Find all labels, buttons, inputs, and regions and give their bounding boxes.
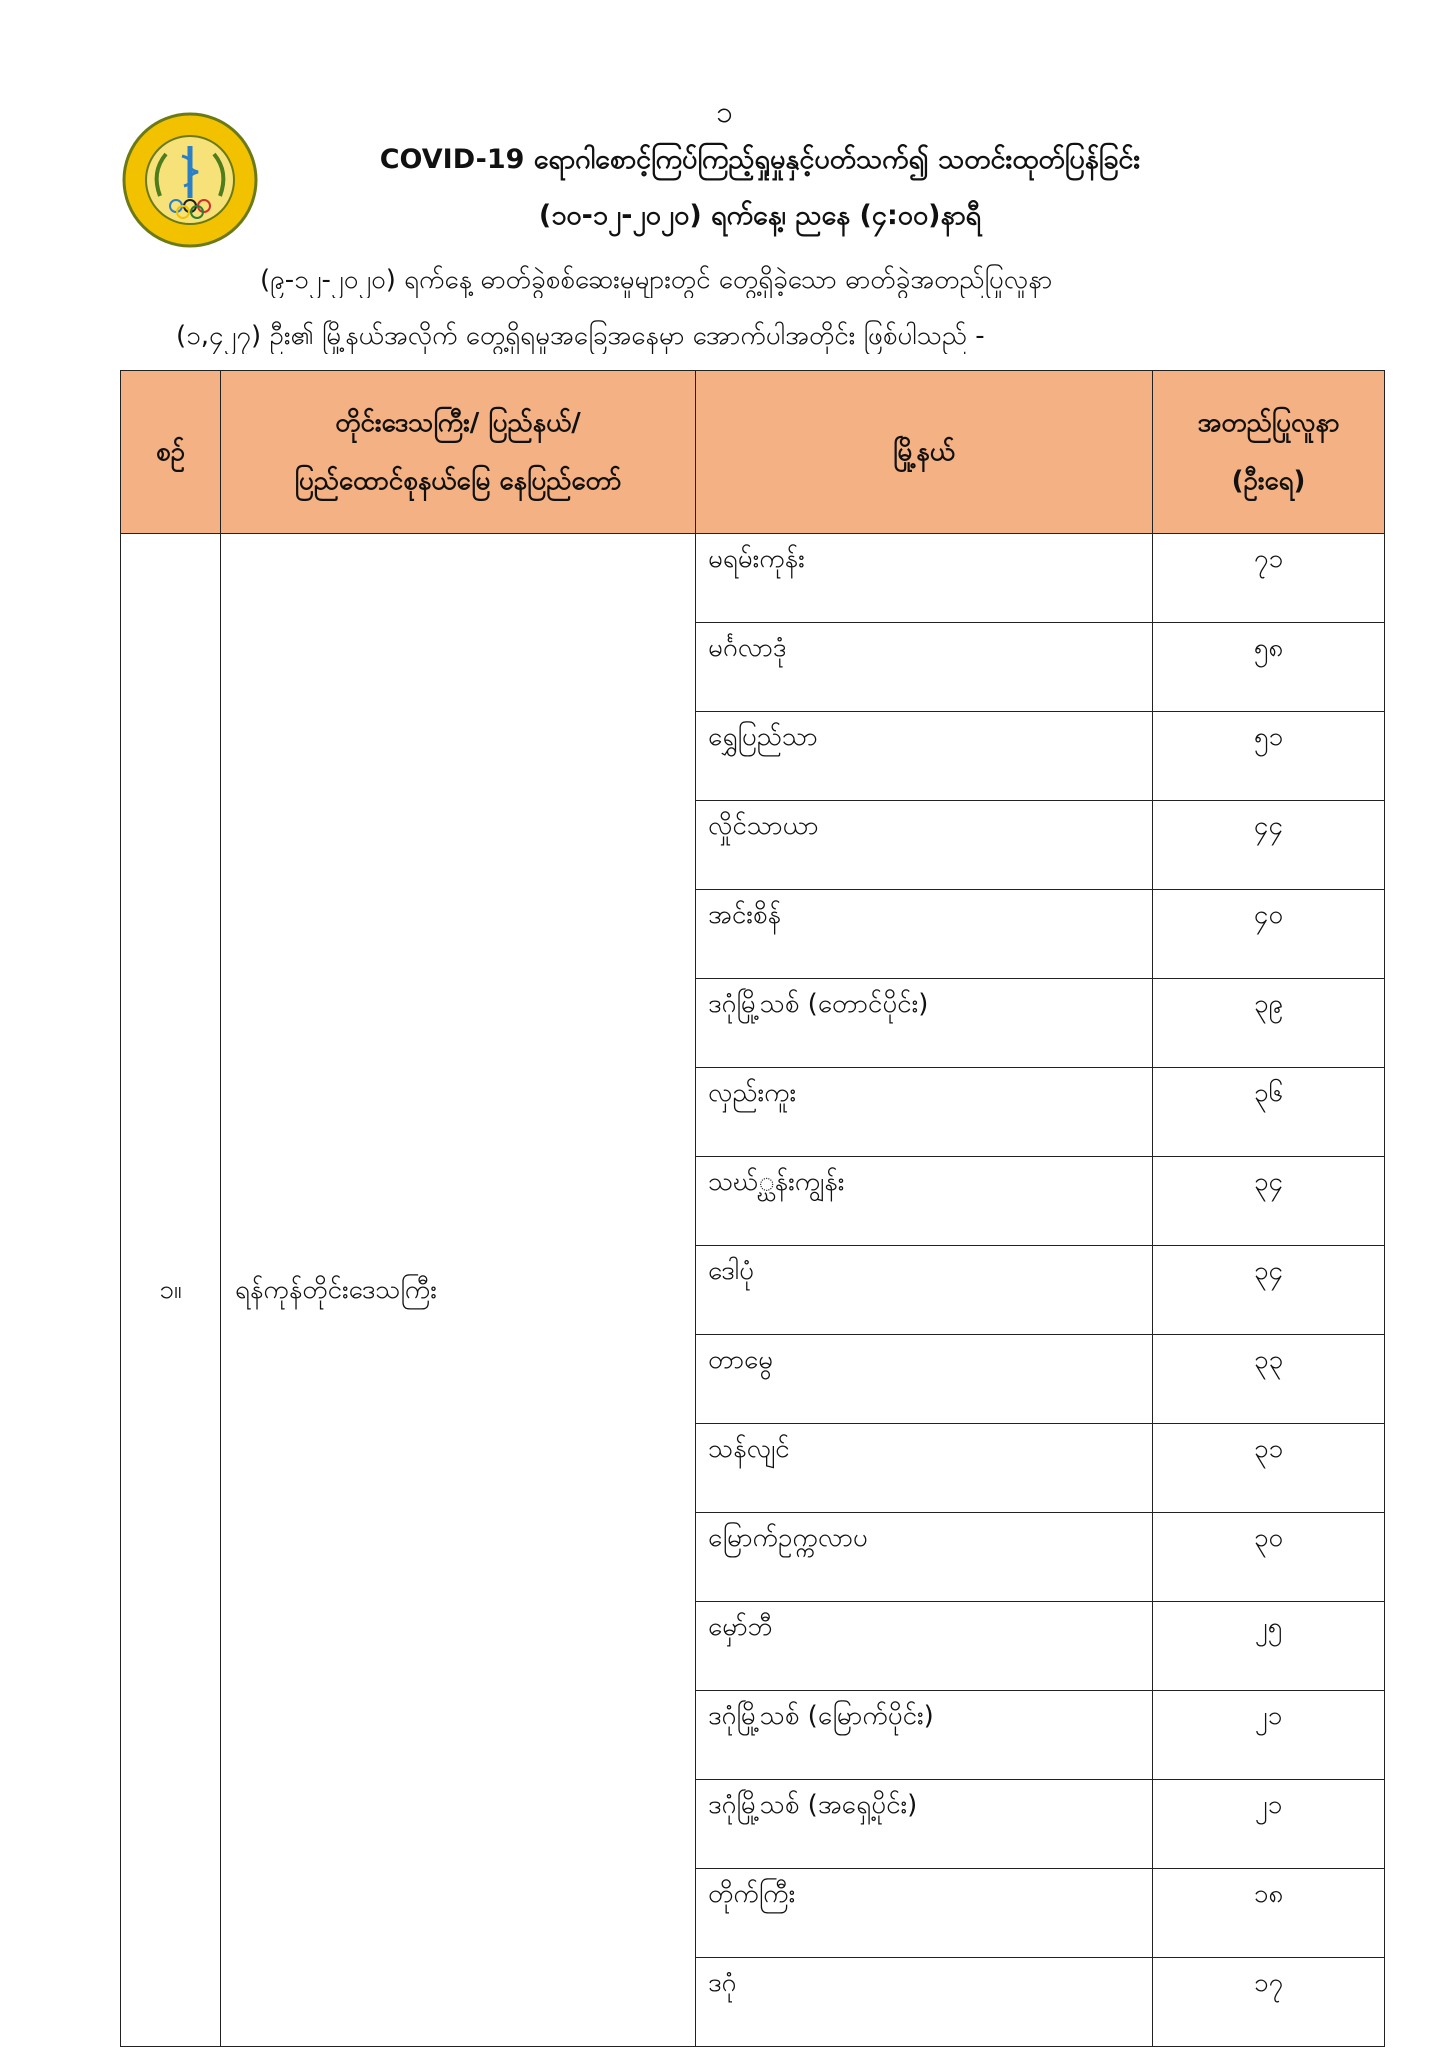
township-name: သဃ်္ဃန်းကျွန်း	[696, 1157, 1153, 1246]
case-count: ၃၀	[1153, 1513, 1385, 1602]
township-name: မရမ်းကုန်း	[696, 534, 1153, 623]
header-confirmed-count	[1153, 371, 1385, 534]
case-count: ၃၄	[1153, 1246, 1385, 1335]
ministry-seal-logo	[120, 110, 260, 250]
case-count: ၃၁	[1153, 1424, 1385, 1513]
case-count: ၄၀	[1153, 890, 1385, 979]
township-name: မင်္ဂလာဒုံ	[696, 623, 1153, 712]
case-count: ၁၇	[1153, 1958, 1385, 2047]
case-count: ၁၈	[1153, 1869, 1385, 1958]
township-name: ဒဂုံမြို့သစ် (အရှေ့ပိုင်း)	[696, 1780, 1153, 1869]
intro-text-line-1: (၉-၁၂-၂၀၂၀) ရက်နေ့ ဓာတ်ခွဲစစ်ဆေးမှုများတွင် တွေ့ရှိခဲ့သော ဓာတ်ခွဲအတည်ပြုလူနာ	[260, 265, 1053, 295]
township-name: မြောက်ဥက္ကလာပ	[696, 1513, 1153, 1602]
case-count: ၂၁	[1153, 1780, 1385, 1869]
township-name: အင်းစိန်	[696, 890, 1153, 979]
bulletin-date-time: (၁၀-၁၂-၂၀၂၀) ရက်နေ့၊ ညနေ (၄:၀၀)နာရီ	[538, 200, 982, 231]
case-count: ၅၁	[1153, 712, 1385, 801]
township-name: ဒဂုံ	[696, 1958, 1153, 2047]
table-row	[121, 534, 1385, 623]
case-count: ၃၃	[1153, 1335, 1385, 1424]
case-count: ၇၁	[1153, 534, 1385, 623]
case-count: ၃၉	[1153, 979, 1385, 1068]
case-count: ၄၄	[1153, 801, 1385, 890]
township-name: လှည်းကူး	[696, 1068, 1153, 1157]
township-name: မှော်ဘီ	[696, 1602, 1153, 1691]
township-name: ဒဂုံမြို့သစ် (မြောက်ပိုင်း)	[696, 1691, 1153, 1780]
header-count-line-1: အတည်ပြုလူနာ	[1197, 408, 1340, 438]
case-count: ၅၈	[1153, 623, 1385, 712]
township-name: ဒေါပုံ	[696, 1246, 1153, 1335]
header-count-line-2: (ဦးရေ)	[1231, 466, 1306, 496]
township-name: တာမွေ	[696, 1335, 1153, 1424]
header-region	[221, 371, 696, 534]
case-count: ၃၆	[1153, 1068, 1385, 1157]
header-region-line-2: ပြည်ထောင်စုနယ်မြေ နေပြည်တော်	[294, 466, 622, 496]
case-count: ၂၅	[1153, 1602, 1385, 1691]
township-cases-table	[120, 370, 1385, 2047]
bulletin-title: COVID-19 ရောဂါစောင့်ကြပ်ကြည့်ရှုမှုနှင့်ပတ်သက်၍ သတင်းထုတ်ပြန်ခြင်း	[379, 144, 1141, 175]
township-name: တိုက်ကြီး	[696, 1869, 1153, 1958]
table-header-row	[121, 371, 1385, 534]
header-serial: စဉ်	[121, 371, 221, 534]
intro-text-line-2: (၁,၄၂၇) ဦး၏ မြို့နယ်အလိုက် တွေ့ရှိရမှုအခြေအနေမှာ အောက်ပါအတိုင်း ဖြစ်ပါသည် -	[176, 321, 985, 351]
case-count: ၂၁	[1153, 1691, 1385, 1780]
township-name: ဒဂုံမြို့သစ် (တောင်ပိုင်း)	[696, 979, 1153, 1068]
serial-number: ၁။	[121, 534, 221, 2047]
case-count: ၃၄	[1153, 1157, 1385, 1246]
header-township: မြို့နယ်	[696, 371, 1153, 534]
region-name: ရန်ကုန်တိုင်းဒေသကြီး	[221, 534, 696, 2047]
township-name: ရွှေပြည်သာ	[696, 712, 1153, 801]
header-region-line-1: တိုင်းဒေသကြီး/ ပြည်နယ်/	[335, 408, 581, 438]
page-number: ၁	[716, 95, 733, 130]
township-name: လှိုင်သာယာ	[696, 801, 1153, 890]
township-name: သန်လျင်	[696, 1424, 1153, 1513]
